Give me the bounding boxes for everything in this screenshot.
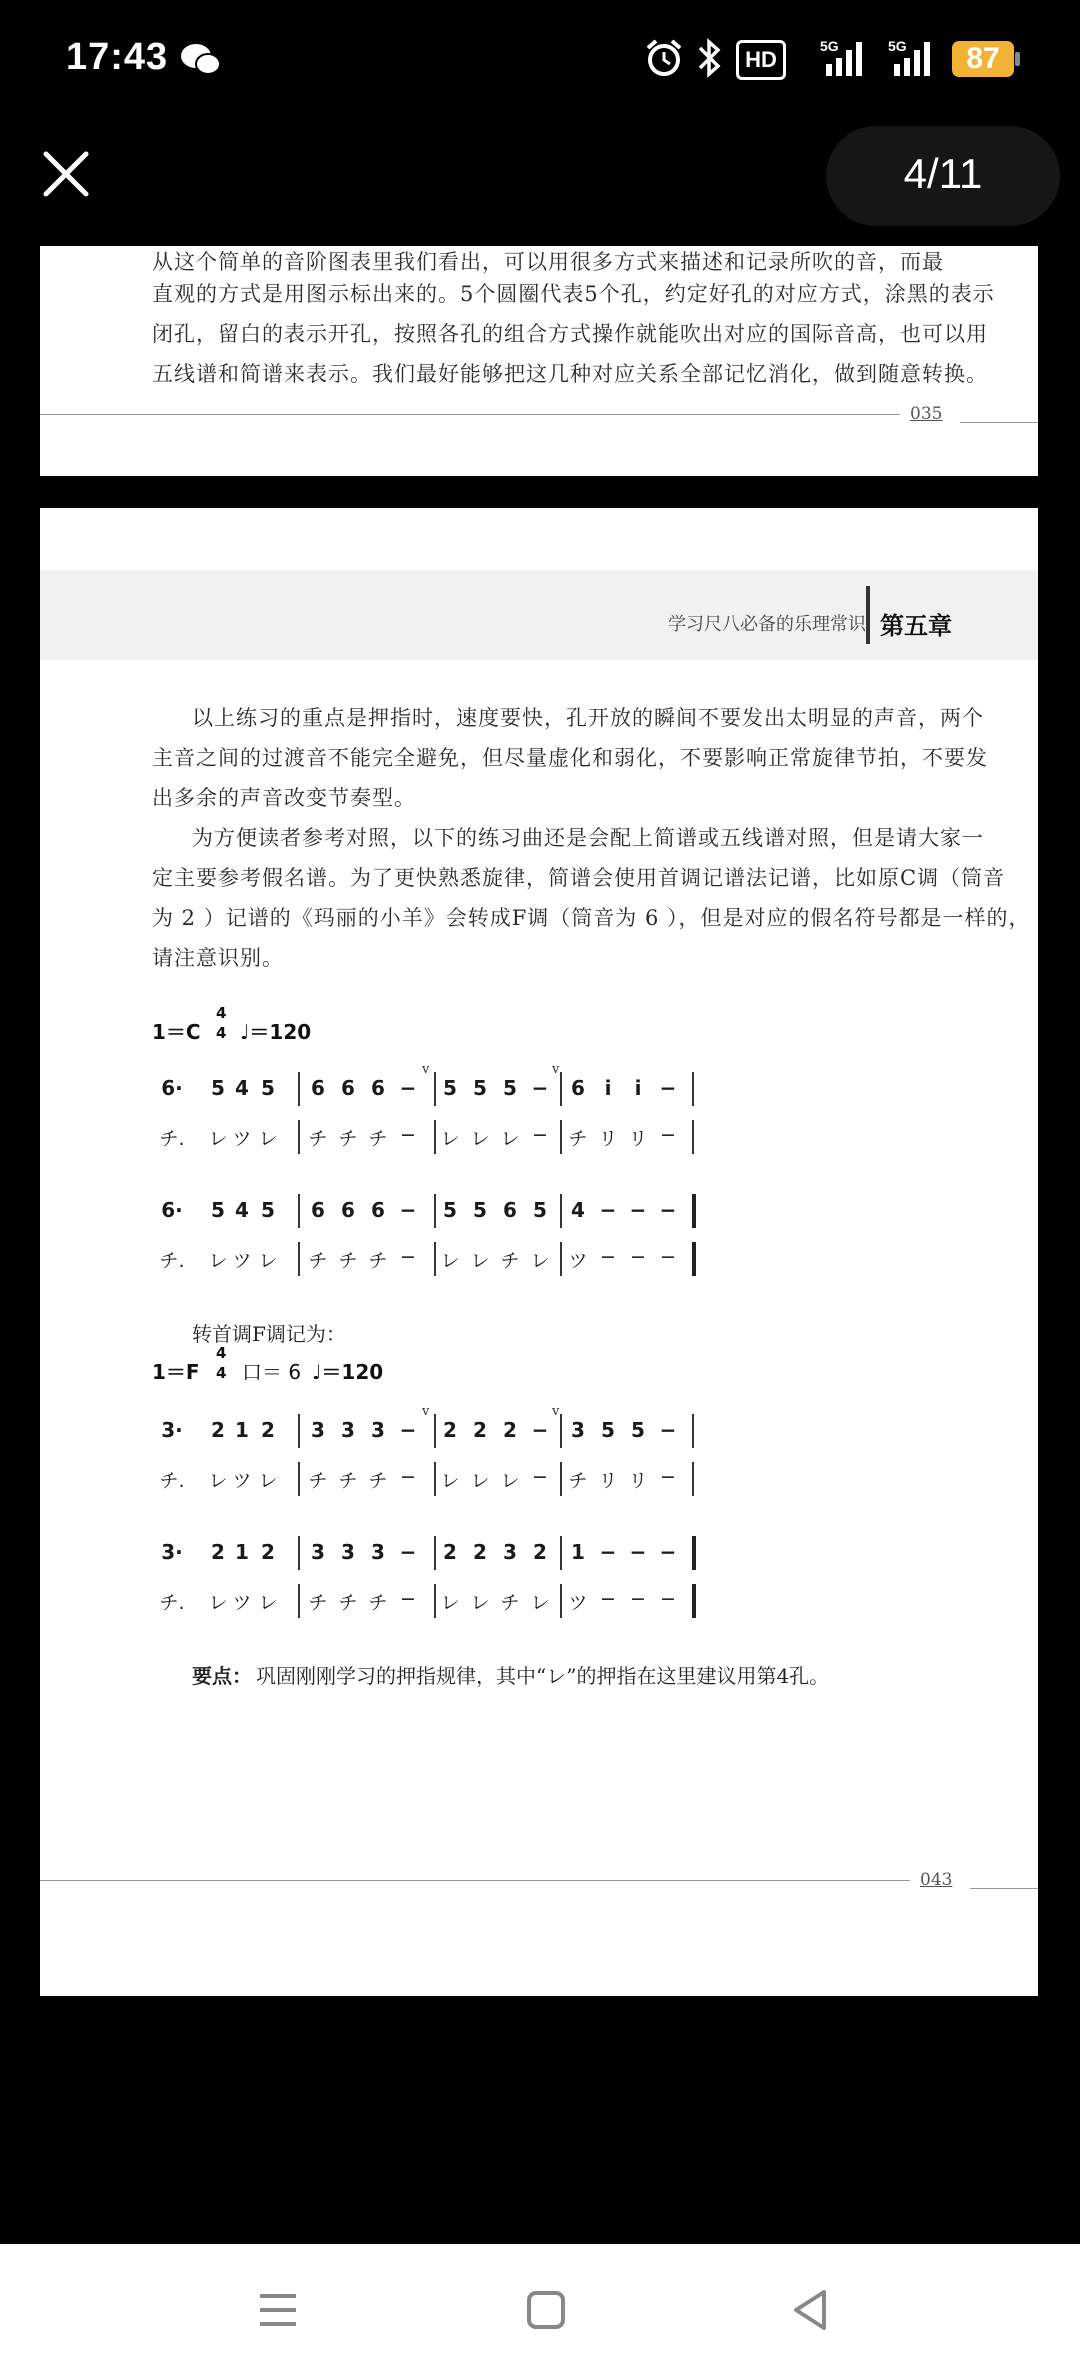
score1-row2-note: 4	[571, 1198, 585, 1222]
key-point-label: 要点：	[192, 1664, 252, 1688]
repeat-end-bar	[692, 1194, 696, 1228]
bar-line	[692, 1462, 694, 1496]
score2-time-top: 4	[216, 1344, 227, 1362]
score1-row2-note: 6·	[161, 1198, 183, 1222]
hd-badge: HD	[736, 40, 786, 80]
signal-label-1: 5G	[820, 38, 839, 54]
score2-row2-note: 2	[443, 1540, 457, 1564]
score1-row2-kana-note: レ	[470, 1250, 490, 1272]
score1-row1-kana-note: レ	[208, 1128, 228, 1150]
score1-row2-note: 5	[211, 1198, 225, 1222]
score2-row2-kana-note: チ	[500, 1592, 520, 1614]
signal-label-2: 5G	[888, 38, 907, 54]
score2-row2-kana-note: ツ	[232, 1592, 252, 1614]
score1-row1-kana-note: レ	[258, 1128, 278, 1150]
score2-row2-kana-note: −	[400, 1588, 416, 1610]
score1-row2-kana-note: −	[660, 1246, 676, 1268]
score2-time-bottom: 4	[216, 1364, 227, 1382]
score1-row2-kana-note: チ	[338, 1250, 358, 1272]
score1-row2-note: 4	[235, 1198, 249, 1222]
score2-row1-note: 2	[211, 1418, 225, 1442]
close-icon[interactable]	[40, 148, 92, 200]
signal-icon	[812, 40, 866, 78]
score1-row1-kana-note: チ	[338, 1128, 358, 1150]
score1-row2-note: 5	[473, 1198, 487, 1222]
score1-row1-kana-note: −	[660, 1124, 676, 1146]
score2-row2-kana-note: ツ	[568, 1592, 588, 1614]
score1-row1-note: −	[399, 1076, 417, 1100]
bar-line	[692, 1072, 694, 1106]
score2-row1-kana-note: レ	[500, 1470, 520, 1492]
bar-line	[298, 1242, 300, 1276]
score1-row2-kana-note: レ	[440, 1250, 460, 1272]
score2-row1-note: 2	[473, 1418, 487, 1442]
score1-row1-note: i	[634, 1076, 642, 1100]
score2-key: 1＝F	[152, 1360, 200, 1384]
score2-row1-note: −	[399, 1418, 417, 1442]
menu-icon[interactable]	[258, 2290, 298, 2330]
score1-row1-note: 6	[341, 1076, 355, 1100]
score2-row2-kana-note: レ	[470, 1592, 490, 1614]
score1-tempo: ♩＝120	[240, 1020, 312, 1044]
para-line-5: 定主要参考假名谱。为了更快熟悉旋律，简谱会使用首调记谱法记谱，比如原C调（筒音	[152, 866, 1006, 890]
score2-row1-note: 5	[601, 1418, 615, 1442]
score1-row2-note: 5	[533, 1198, 547, 1222]
score2-row2-note: 3	[371, 1540, 385, 1564]
score1-row1-note: 5	[261, 1076, 275, 1100]
battery-icon: 87	[952, 41, 1014, 77]
score1-row1-kana-note: リ	[628, 1128, 648, 1150]
breath-mark: v	[552, 1062, 560, 1077]
bar-line	[298, 1414, 300, 1448]
bluetooth-icon	[696, 38, 724, 78]
score2-row1-note: 1	[235, 1418, 249, 1442]
score1-row1-note: 6	[571, 1076, 585, 1100]
score2-row1-note: 3	[371, 1418, 385, 1442]
score2-row1-kana-note: チ	[338, 1470, 358, 1492]
para-line-2: 主音之间的过渡音不能完全避免，但尽量虚化和弱化，不要影响正常旋律节拍，不要发	[152, 746, 988, 770]
score1-row1-kana-note: チ	[568, 1128, 588, 1150]
score2-row1-note: 3	[341, 1418, 355, 1442]
battery-tip	[1015, 52, 1020, 66]
bar-line	[560, 1536, 562, 1570]
score2-row1-note: 3	[571, 1418, 585, 1442]
score2-row2-note: 2	[533, 1540, 547, 1564]
score1-row2-kana-note: チ	[308, 1250, 328, 1272]
running-head: 学习尺八必备的乐理常识	[668, 614, 866, 635]
page-indicator: 4/11	[903, 150, 983, 197]
score2-row2-note: 2	[261, 1540, 275, 1564]
score1-row1-note: 6	[371, 1076, 385, 1100]
score1-row1-note: 6·	[161, 1076, 183, 1100]
score2-row1-kana-note: リ	[628, 1470, 648, 1492]
score1-row2-kana-note: レ	[530, 1250, 550, 1272]
alarm-icon	[644, 38, 684, 78]
score2-row2-note: −	[629, 1540, 647, 1564]
score1-row1-kana-note: レ	[440, 1128, 460, 1150]
score2-row2-note: −	[599, 1540, 617, 1564]
score1-row2-kana-note: チ	[368, 1250, 388, 1272]
repeat-end-bar	[692, 1242, 696, 1276]
score2-row1-kana-note: ツ	[232, 1470, 252, 1492]
score2-row1-kana-note: −	[660, 1466, 676, 1488]
score1-row2-note: −	[599, 1198, 617, 1222]
score1-row2-note: −	[399, 1198, 417, 1222]
home-icon[interactable]	[526, 2290, 566, 2330]
score2-row1-note: 2	[443, 1418, 457, 1442]
score1-row1-kana-note: チ.	[159, 1128, 185, 1150]
score2-row1-kana-note: チ	[368, 1470, 388, 1492]
prev-line-1: 从这个简单的音阶图表里我们看出，可以用很多方式来描述和记录所吹的音，而最	[152, 250, 944, 274]
score1-row1-note: −	[531, 1076, 549, 1100]
score1-row2-note: −	[629, 1198, 647, 1222]
score2-row2-note: −	[659, 1540, 677, 1564]
score1-time-top: 4	[216, 1004, 227, 1022]
score2-tempo: ♩＝120	[312, 1360, 384, 1384]
score2-row1-kana-note: レ	[258, 1470, 278, 1492]
para-line-3: 出多余的声音改变节奏型。	[152, 786, 416, 810]
score2-row1-note: 3	[311, 1418, 325, 1442]
bar-line	[560, 1584, 562, 1618]
bar-line	[692, 1414, 694, 1448]
score2-row1-note: −	[659, 1418, 677, 1442]
score1-row1-kana-note: レ	[470, 1128, 490, 1150]
score1-time-bottom: 4	[216, 1024, 227, 1042]
score2-row2-note: 3	[311, 1540, 325, 1564]
bar-line	[298, 1072, 300, 1106]
score1-row1-note: 5	[211, 1076, 225, 1100]
score2-row1-note: −	[531, 1418, 549, 1442]
score2-row1-note: 2	[503, 1418, 517, 1442]
score1-row1-kana-note: −	[532, 1124, 548, 1146]
score2-row1-kana-note: レ	[440, 1470, 460, 1492]
score2-row1-kana-note: レ	[470, 1470, 490, 1492]
score2-row2-kana-note: レ	[208, 1592, 228, 1614]
score1-row1-kana-note: −	[400, 1124, 416, 1146]
score1-row1-note: −	[659, 1076, 677, 1100]
score2-row1-note: 2	[261, 1418, 275, 1442]
bar-line	[434, 1072, 436, 1106]
bar-line	[560, 1194, 562, 1228]
score2-row2-note: 1	[571, 1540, 585, 1564]
signal-icon-2	[880, 40, 934, 78]
previous-page	[40, 246, 1038, 476]
page-number: 035	[910, 404, 943, 424]
breath-mark: v	[552, 1404, 560, 1419]
score2-row2-kana-note: −	[630, 1588, 646, 1610]
para-line-7: 请注意识别。	[152, 946, 284, 970]
chapter-title: 第五章	[880, 611, 952, 640]
score2-row1-kana-note: チ	[568, 1470, 588, 1492]
score2-row2-kana-note: チ	[338, 1592, 358, 1614]
score1-row2-note: 6	[341, 1198, 355, 1222]
para-line-1: 以上练习的重点是押指时，速度要快，孔开放的瞬间不要发出太明显的声音，两个	[192, 706, 984, 730]
score1-row2-kana-note: レ	[208, 1250, 228, 1272]
score1-row2-kana-note: ツ	[568, 1250, 588, 1272]
score2-row2-kana-note: レ	[530, 1592, 550, 1614]
score2-row2-note: 3·	[161, 1540, 183, 1564]
score2-row1-kana-note: −	[400, 1466, 416, 1488]
score1-row1-note: 4	[235, 1076, 249, 1100]
footer-rule-tail	[960, 422, 1038, 423]
status-time: 17:43	[66, 36, 169, 78]
transpose-label: 转首调F调记为：	[192, 1322, 346, 1346]
score1-row2-note: −	[659, 1198, 677, 1222]
score2-row2-kana-note: チ	[308, 1592, 328, 1614]
bar-line	[434, 1584, 436, 1618]
score1-row1-kana-note: チ	[368, 1128, 388, 1150]
score1-row2-note: 5	[261, 1198, 275, 1222]
back-icon[interactable]	[790, 2288, 828, 2332]
score1-row1-note: 5	[503, 1076, 517, 1100]
score2-row1-kana-note: チ.	[159, 1470, 185, 1492]
para-line-6: 为 2 ）记谱的《玛丽的小羊》会转成F调（筒音为 6 ），但是对应的假名符号都是一样的，	[152, 906, 1031, 930]
score1-row1-kana-note: チ	[308, 1128, 328, 1150]
score1-row1-note: i	[604, 1076, 612, 1100]
score2-row1-note: 3·	[161, 1418, 183, 1442]
score2-row1-kana-note: −	[532, 1466, 548, 1488]
score1-row1-note: 5	[443, 1076, 457, 1100]
breath-mark: v	[422, 1062, 430, 1077]
score2-row2-kana-note: −	[600, 1588, 616, 1610]
score2-row2-kana-note: チ	[368, 1592, 388, 1614]
repeat-end-bar	[692, 1536, 696, 1570]
bar-line	[560, 1120, 562, 1154]
score1-key: 1＝C	[152, 1020, 201, 1044]
score1-row2-note: 6	[371, 1198, 385, 1222]
bar-line	[434, 1536, 436, 1570]
bar-line	[298, 1462, 300, 1496]
bar-line	[298, 1194, 300, 1228]
score1-row2-note: 5	[443, 1198, 457, 1222]
score1-row2-kana-note: −	[600, 1246, 616, 1268]
score2-row1-kana-note: レ	[208, 1470, 228, 1492]
bar-line	[434, 1120, 436, 1154]
bar-line	[298, 1120, 300, 1154]
score2-row1-kana-note: リ	[598, 1470, 618, 1492]
navigation-bar	[0, 2244, 1080, 2376]
score2-row2-kana-note: レ	[440, 1592, 460, 1614]
bar-line	[434, 1462, 436, 1496]
para-line-4: 为方便读者参考对照，以下的练习曲还是会配上简谱或五线谱对照，但是请大家一	[192, 826, 984, 850]
status-bar	[0, 0, 1080, 120]
score2-row2-note: 1	[235, 1540, 249, 1564]
bar-line	[434, 1194, 436, 1228]
prev-line-2: 直观的方式是用图示标出来的。5个圆圈代表5个孔，约定好孔的对应方式，涂黑的表示	[152, 282, 995, 306]
score1-row2-kana-note: レ	[258, 1250, 278, 1272]
breath-mark: v	[422, 1404, 430, 1419]
score1-row1-kana-note: レ	[500, 1128, 520, 1150]
prev-line-4: 五线谱和简谱来表示。我们最好能够把这几种对应关系全部记忆消化，做到随意转换。	[152, 362, 988, 386]
bar-line	[560, 1414, 562, 1448]
prev-line-3: 闭孔，留白的表示开孔，按照各孔的组合方式操作就能吹出对应的国际音高，也可以用	[152, 322, 988, 346]
score2-row2-kana-note: チ.	[159, 1592, 185, 1614]
score2-mapping: 口＝ 6	[242, 1360, 302, 1384]
score1-row1-note: 6	[311, 1076, 325, 1100]
bar-line	[560, 1072, 562, 1106]
bar-line	[434, 1242, 436, 1276]
bar-line	[298, 1536, 300, 1570]
score2-row2-kana-note: −	[660, 1588, 676, 1610]
bar-line	[434, 1414, 436, 1448]
wechat-icon	[180, 42, 222, 76]
key-point-text: 巩固刚刚学习的押指规律，其中“レ”的押指在这里建议用第4孔。	[256, 1664, 830, 1688]
score1-row2-kana-note: チ	[500, 1250, 520, 1272]
score2-row2-note: 3	[503, 1540, 517, 1564]
repeat-end-bar	[692, 1584, 696, 1618]
page-number: 043	[920, 1870, 953, 1890]
score2-row2-note: 2	[473, 1540, 487, 1564]
score2-row1-kana-note: チ	[308, 1470, 328, 1492]
score2-row1-note: 5	[631, 1418, 645, 1442]
bar-line	[560, 1462, 562, 1496]
score1-row2-kana-note: ツ	[232, 1250, 252, 1272]
score2-row2-note: −	[399, 1540, 417, 1564]
footer-rule	[40, 414, 900, 415]
bar-line	[560, 1242, 562, 1276]
score1-row2-kana-note: チ.	[159, 1250, 185, 1272]
score2-row2-note: 2	[211, 1540, 225, 1564]
bar-line	[298, 1584, 300, 1618]
score1-row1-kana-note: リ	[598, 1128, 618, 1150]
score1-row1-kana-note: ツ	[232, 1128, 252, 1150]
score2-row2-note: 3	[341, 1540, 355, 1564]
score1-row2-note: 6	[503, 1198, 517, 1222]
bar-line	[692, 1120, 694, 1154]
score1-row1-note: 5	[473, 1076, 487, 1100]
score1-row2-note: 6	[311, 1198, 325, 1222]
score1-row2-kana-note: −	[400, 1246, 416, 1268]
score-layer	[40, 508, 1038, 1996]
score1-row2-kana-note: −	[630, 1246, 646, 1268]
score2-row2-kana-note: レ	[258, 1592, 278, 1614]
